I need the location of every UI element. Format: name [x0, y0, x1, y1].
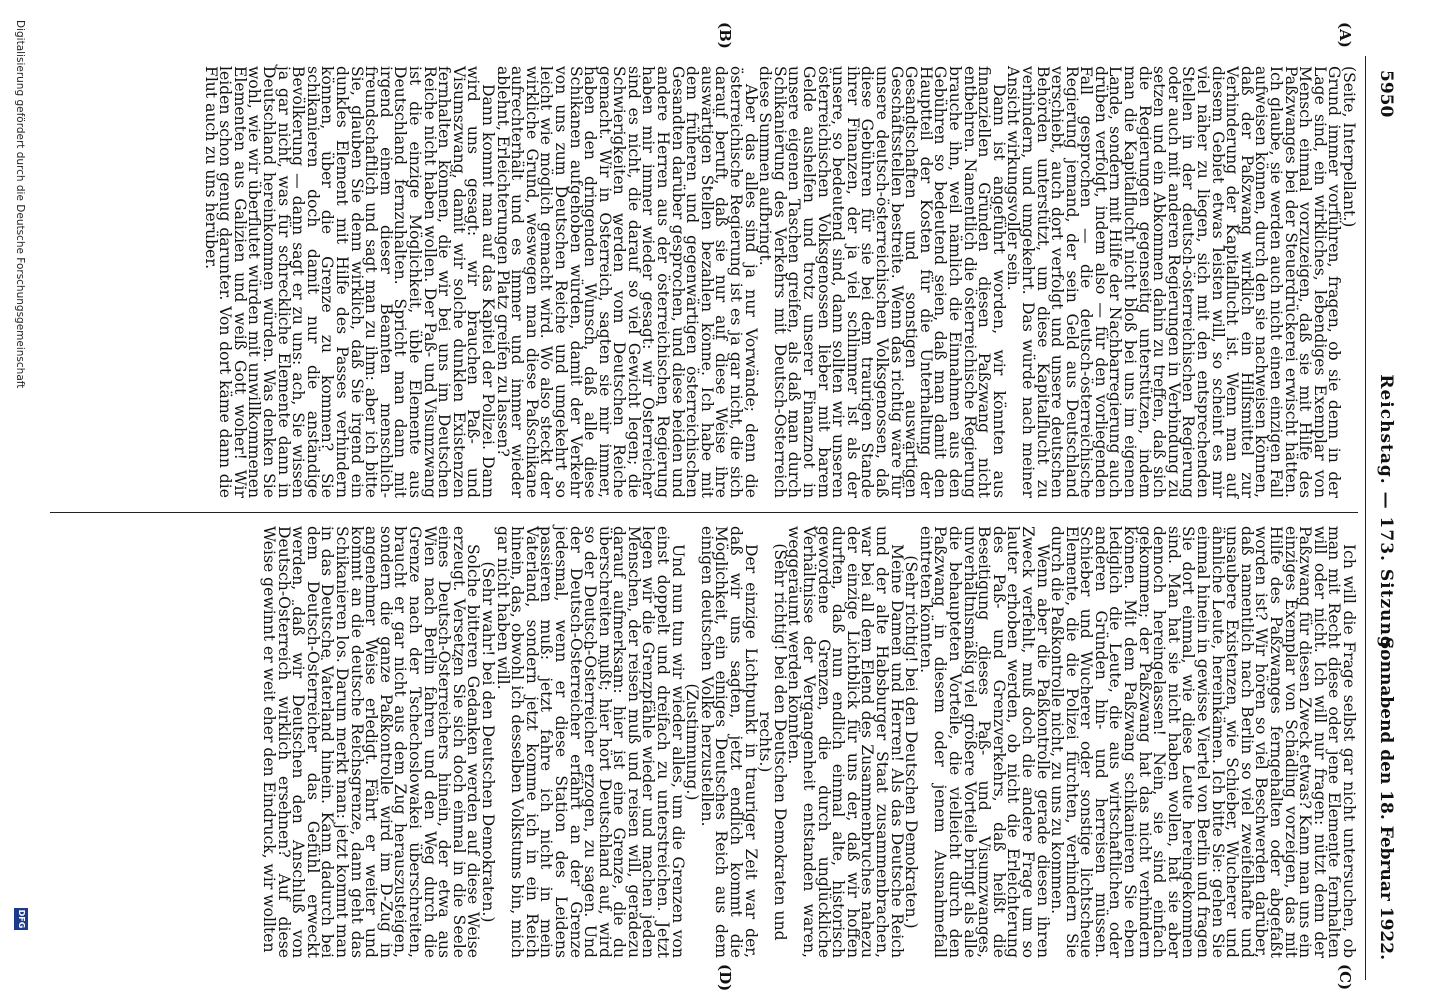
speaker-note: (Seite, Interpellant.) [1340, 66, 1358, 228]
paragraph: Dann kommt man auf das Kapitel der Polizei. Dann wird uns gesagt: wir brauchen Paß- und Visumszwang, damit wir solche dunklen Existenzen fernhalten können, die wir bei uns im Deutschen Reiche nicht haben wollen. Der Paß- und Visumzwang ist die einzige Möglichkeit, üble Elemente aus Deutschland fernzuhalten. Spricht man dann mit irgend einem dieser Beamten menschlich-freundschaftlich und sagt man zu ihm: aber ich bitte Sie, glauben Sie denn wirklich, daß Sie irgend ein dunkles Element mit Hilfe des Passes verhindern können, über die Grenze zu kommen? Sie schikanieren doch damit nur die anständige Bevölkerung — dann sagt er zu uns: ach, Sie wissen ja gar nicht, was für schreckliche Elemente dann in Deutschland hereinkommen würden. Was denken Sie wohl, wie wir überflutet würden mit unwillkommenen Elementen aus Galizien und weiß Gott woher! Wir leiden schon genug darunter. Von dort käme dann die Flut auch zu uns herüber. [201, 66, 497, 498]
header-date: Sonnabend den 18. Februar 1922. [1376, 637, 1396, 960]
paragraph: Solche bitteren Gedanken werden auf diese Weise erzeugt. Versetzen Sie sich doch einmal in die Seele eines Deutsch-Österreichers hinein, der etwa aus Wien nach Berlin fahren und den Weg durch die Grenze nach der Tschechoslowakei überschreiten, braucht er gar nicht aus dem Zug herauszusteigen, sondern die ganze Paßkontrolle wird im D-Zug in angenehmer Weise erledigt. Fährt er weiter und kommt an die deutsche Reichsgrenze, dann geht das Schikanieren los. Darum merkt man: jetzt kommt man in das Deutsche Vaterland hinein. Kann dadurch bei dem Deutsch-Österreicher das Gefühl erweckt werden, daß wir Deutschen den Anschluß von Deutsch-Österreich wirklich ersehnen? Auf diese Weise gewinnt er weit eher den Eindruck, wir wollten [260, 526, 483, 958]
interjection: (Sehr richtig! bei den Deutschen Demokraten.) [902, 555, 921, 929]
page-number: 5950 [1376, 70, 1396, 118]
paragraph: Grund immer vorführen, fragen, ob sie denn in der Lage sind, ein wirkliches, lebendiges Exemplar von Mensch einmal vorzuzeigen, daß sie mit Hilfe des Paßzwanges bei der Steuerdrückerei erwischt hätten. Ich glaube, sie werden auch nicht einen einzigen Fall aufweisen können, durch den sie nachweisen können, daß der Paßzwang wirklich ein Hilfsmittel zur Verhinderung der Kapitalflucht ist. Wenn man auf diesem Gebiet etwas leisten will, so scheint es mir viel näher zu liegen, sich mit den entsprechenden Stellen in der deutsch-österreichischen Regierung oder auch mit anderen Regierungen in Verbindung zu setzen und ein Abkommen dahin zu treffen, daß sich die Regierungen gegenseitig unterstützen, indem man die Kapitalflucht nicht bloß bei uns im eigenen Lande, sondern mit Hilfe der Nachbarregierung auch drüben verfolgt, indem also — für den vorliegenden Fall gesprochen — die deutsch-österreichische Regierung jemand, der sein Geld aus Deutschland verschiebt, auch dort verfolgt und unsere deutschen Behörden unterstützt, um diese Kapitalflucht zu verhindern, und umgekehrt. Das würde nach meiner Ansicht wirkungsvoller sein. [1004, 66, 1344, 498]
margin-mark-c: (C) [1336, 964, 1354, 991]
header-title: Reichstag. — 173. Sitzung. [1376, 374, 1396, 656]
margin-mark-b: (B) [716, 22, 734, 49]
digitization-note: Digitalisierung gefördert durch die Deutsche Forschungsgemeinschaft [14, 20, 26, 389]
margin-mark-d: (D) [716, 964, 734, 992]
paragraph: Wenn aber die Paßkontrolle gerade diesen ihren Zweck verfehlt, muß doch die andere Frage um so lauter erhoben werden, ob nicht die Erleichterung des Paß- und Grenzverkehrs, daß heißt die Beseitigung dieses Paß- und Visumzwanges, unverhältnismäßig viel größere Vorteile bringt als alle die behaupteten Vorteile, die vielleicht durch den Paßzwang in diesem oder jenem Ausnahmefall eintreten könnten. [916, 526, 1052, 958]
margin-mark-a: (A) [1336, 22, 1354, 48]
paragraph: Meine Damen und Herren! Als das Deutsche Reich und der alte Habsburger Staat zusammenbrachen, war bei all dem Elend des Zusammenbruches nahezu der einzige Lichtblick für uns der, daß wir hoffen durften, daß nun endlich einmal alte, historisch gewordene Grenzen, die durch unglückliche Verhältnisse der Vergangenheit entstanden waren, weggeräumt werden könnten. [785, 526, 906, 958]
dfg-logo: DFG [14, 908, 28, 930]
interjection: (Sehr wahr! bei den Deutschen Demokraten.) [478, 561, 497, 923]
paragraph: Der einzige Lichtpunkt in trauriger Zeit war der, daß wir uns sagten, jetzt endlich kommt die Möglichkeit, ein einiges Deutsches Reich aus dem einigen deutschen Volke herzustellen. [697, 526, 760, 958]
paragraph: Aber das alles sind ja nur Vorwände; denn die österreichische Regierung ist es ja gar nicht, die sich darauf beruft, daß sie nur auf diese Weise ihre auswärtigen Stellen bezahlen könne. Ich habe mit dem früheren und gegenwärtigen österreichischen Gesandten darüber gesprochen, und diese beiden und andere Herren aus der österreichischen Regierung haben mir immer wieder gesagt: wir Österreicher sind es nicht, die darauf so viel Gewicht legen; die Schwierigkeiten werden vom Deutschen Reiche gemacht. Wir in Österreich, sagten sie mir immer, haben den dringenden Wunsch, daß alle diese Schikanen aufgehoben würden, damit der Verkehr von uns zum Deutschen Reiche und umgekehrt so leicht wie möglich gemacht wird. Wo also steckt der wirkliche Grund, weswegen man diese Paßschikane aufrechterhält und es immer und immer wieder ablehnt, Erleichterungen Platz greifen zu lassen? [493, 66, 760, 498]
paragraph: Ich will die Frage selbst gar nicht untersuchen, ob man mit Recht diese oder jene Elemente fernhalten will oder nicht. Ich will nur fragen: nützt denn der Paßzwang für diesen Zweck etwas? Kann man uns ein einziges Exemplar von Schädling vorzeigen, das mit Hilfe des Paßzwanges ferngehalten oder abgefaßt worden ist? Wir hören so viel Beschwerden darüber, daß namentlich nach Berlin so viel zweifelhafte und unsaubere Existenzen, wie Schieber, Wucherer und ähnliche Leute, hereinkämen. Ich bitte Sie: gehen Sie einmal hinein in gewisse Viertel von Berlin und fragen Sie dort einmal, wie diese Leute hereingekommen sind. Man hat sie nicht haben wollen, hat sie aber dennoch hereingelassen! Nein, sie sind einfach gekommen; der Paßzwang hat das nicht verhindern können. Mit dem Paßzwang schikanieren Sie eben lediglich die Leute, die aus wirtschaftlichen oder anderen Gründen hin- und herreisen müssen. Schieber und Wucherer oder sonstige lichtscheue Elemente, die die Polizei fürchten, verhindern Sie durch die Paßkontrolle nicht, zu uns zu kommen. [1048, 526, 1358, 958]
paragraph: Und nun tun wir wieder alles, um die Grenzen von einst doppelt und dreifach zu unterstreichen. Jetzt legen wir die Grenzpfähle wieder und machen jeden Menschen, der reisen muß und reisen will, geradezu darauf aufmerksam: hier ist eine Grenze, die du überschreiten mußt; hier hört Deutschland auf, wird so der Deutsch-Österreicher erzogen, zu sagen. Und der Deutsch-Österreicher erfährt an der Grenze jedesmal, wenn er diese Station des Leidens passieren muß: jetzt fahre ich nicht in mein Vaterland, sondern jetzt komme ich in ein Reich hinein, das, obwohl ich desselben Volkstums bin, mich gar nicht haben will. [493, 526, 687, 958]
right-column [46, 526, 1356, 958]
paragraph: Dann ist angeführt worden, wir könnten aus finanziellen Gründen diesen Paßzwang nicht entbehren. Namentlich die österreichische Regierung brauche ihn, weil nämlich die Einnahmen aus den Gebühren so bedeutend seien, daß man damit den Hauptteil der Kosten für die Unterhaltung der Gesandtschaften und sonstigen auswärtigen Geschäftsstellen bestreite. Wenn das richtig wäre für unsere deutsch-österreichischen Volksgenossen, daß diese Gebühren für sie bei dem traurigen Stande ihrer Finanzen, der ja viel schlimmer ist als der unsere, so bedeutend sind, dann sollten wir unseren österreichischen Volksgenossen lieber mit barem Gelde aushelfen und trotz unserer Finanznot in unsere eigenen Taschen greifen, als daß man durch Schikanierung des Verkehrs mit Deutsch-Österreich diese Summen aufbringt. [756, 66, 1008, 498]
page-header [1366, 70, 1396, 960]
interjection: (Zustimmung.) [683, 683, 702, 801]
header-rule [1365, 56, 1366, 980]
left-column [46, 66, 1356, 498]
interjection: (Sehr richtig! bei den Deutschen Demokraten und rechts.) [756, 543, 789, 941]
column-divider [50, 512, 1358, 513]
